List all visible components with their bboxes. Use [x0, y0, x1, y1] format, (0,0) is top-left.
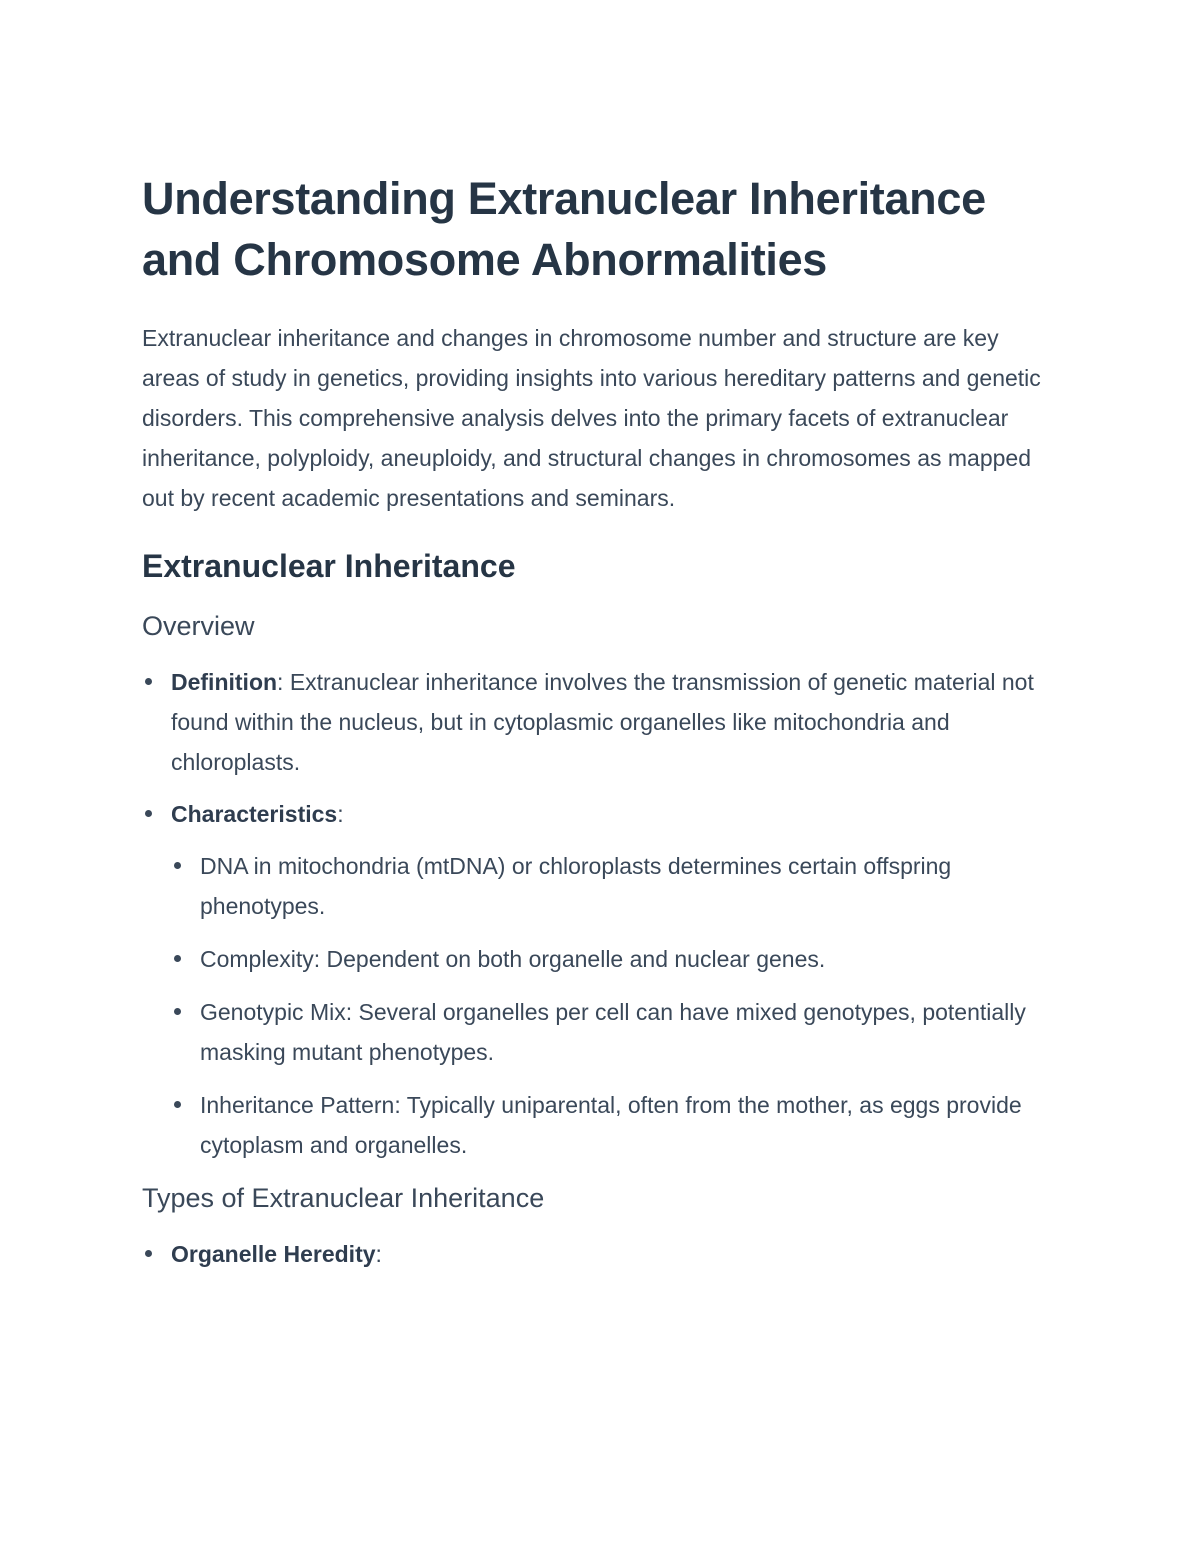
organelle-heredity-suffix: : [375, 1241, 382, 1267]
list-item-characteristics [142, 794, 1057, 1165]
types-list [142, 1234, 1057, 1274]
subsection-heading-overview: Overview [142, 611, 255, 641]
characteristic-text: Genotypic Mix: Several organelles per cell can have mixed genotypes, potentially masking mutant phenotypes. [200, 999, 1026, 1065]
organelle-heredity-label: Organelle Heredity [171, 1241, 376, 1267]
characteristics-suffix: : [337, 801, 344, 827]
characteristics-label: Characteristics [171, 801, 338, 827]
bullet-icon [174, 1008, 181, 1015]
list-item-definition [142, 662, 1057, 782]
definition-label: Definition [171, 669, 278, 695]
characteristic-text: Complexity: Dependent on both organelle and nuclear genes. [200, 946, 826, 972]
bullet-icon [174, 1101, 181, 1108]
list-item [171, 992, 1057, 1072]
bullet-icon [145, 810, 152, 817]
list-item [171, 1085, 1057, 1165]
list-item [171, 939, 1057, 979]
section-heading-extranuclear-inheritance: Extranuclear Inheritance [142, 548, 516, 584]
overview-list [142, 662, 1057, 1165]
bullet-icon [145, 678, 152, 685]
list-item-organelle-heredity [142, 1234, 1057, 1274]
subsection-heading-types: Types of Extranuclear Inheritance [142, 1183, 545, 1213]
definition-text: : Extranuclear inheritance involves the transmission of genetic material not found within the nucleus, but in cytoplasmic organelles like mitochondria and chloroplasts. [171, 669, 1034, 775]
list-item [171, 846, 1057, 926]
bullet-icon [174, 862, 181, 869]
intro-paragraph: Extranuclear inheritance and changes in chromosome number and structure are key areas of study in genetics, providing insights into various hereditary patterns and genetic disorders. This comprehensive analysis delves into the primary facets of extranuclear inheritance, polyploidy, aneuploidy, and structural changes in chromosomes as mapped out by recent academic presentations and seminars. [142, 325, 1041, 511]
bullet-icon [145, 1250, 152, 1257]
bullet-icon [174, 955, 181, 962]
characteristics-sublist [171, 846, 1057, 1165]
characteristic-text: Inheritance Pattern: Typically uniparental, often from the mother, as eggs provide cytoplasm and organelles. [200, 1092, 1022, 1158]
document-page [142, 168, 1057, 1286]
characteristic-text: DNA in mitochondria (mtDNA) or chloroplasts determines certain offspring phenotypes. [200, 853, 952, 919]
page-title: Understanding Extranuclear Inheritance and Chromosome Abnormalities [142, 173, 986, 285]
